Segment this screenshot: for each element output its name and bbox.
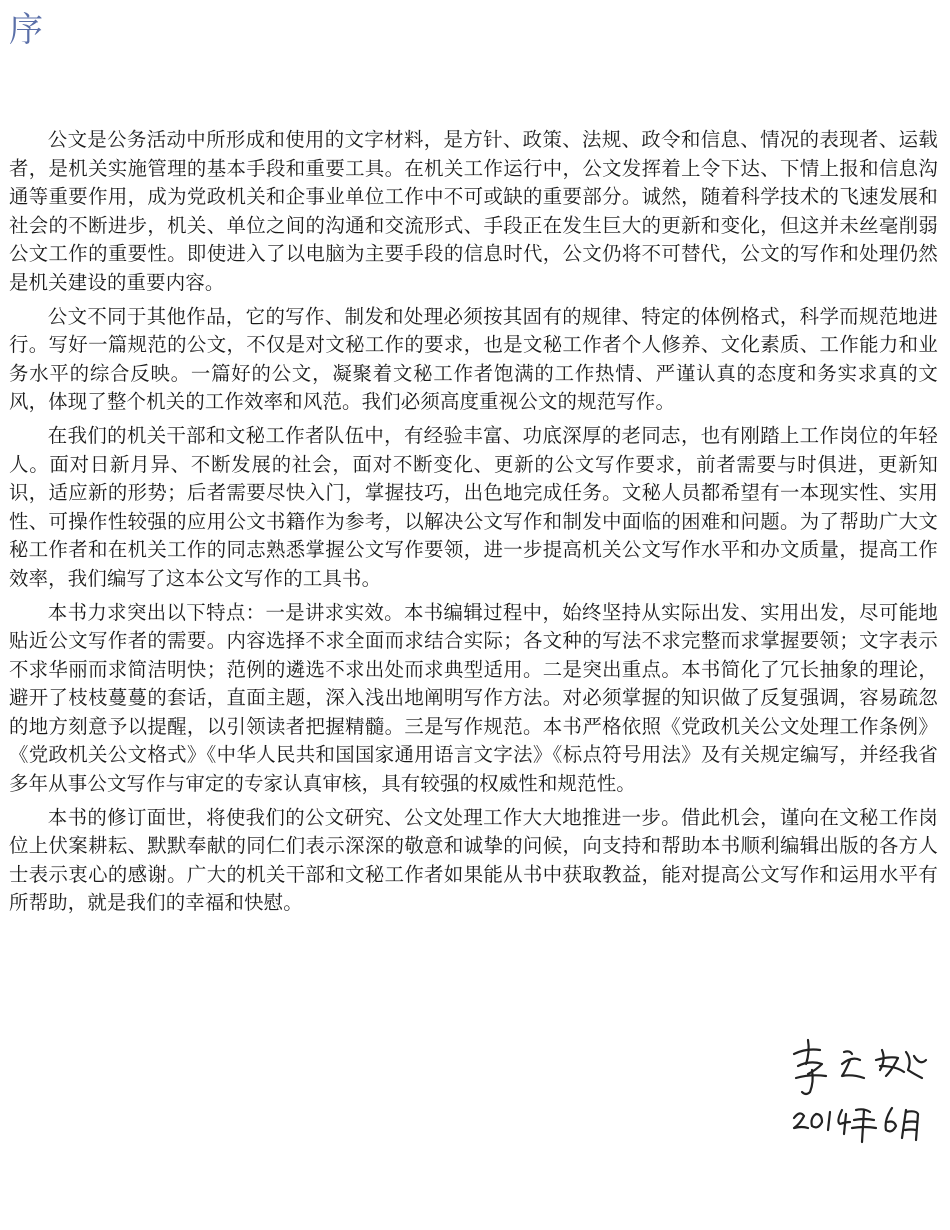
handwritten-signature (786, 1030, 936, 1150)
preface-body (9, 126, 938, 923)
paragraph-5: 本书的修订面世，将使我们的公文研究、公文处理工作大大地推进一步。借此机会，谨向在文秘工作岗位上伏案耕耘、默默奉献的同仁们表示深深的敬意和诚挚的问候，向支持和帮助本书顺利编辑出版的各方人士表示衷心的感谢。广大的机关干部和文秘工作者如果能从书中获取教益，能对提高公文写作和运用水平有所帮助，就是我们的幸福和快慰。 (9, 805, 938, 915)
signature-image (786, 1030, 936, 1150)
paragraph-2: 公文不同于其他作品，它的写作、制发和处理必须按其固有的规律、特定的体例格式，科学而规范地进行。写好一篇规范的公文，不仅是对文秘工作的要求，也是文秘工作者个人修养、文化素质、工作能力和业务水平的综合反映。一篇好的公文，凝聚着文秘工作者饱满的工作热情、严谨认真的态度和务实求真的文风，体现了整个机关的工作效率和风范。我们必须高度重视公文的规范写作。 (9, 304, 938, 414)
paragraph-3: 在我们的机关干部和文秘工作者队伍中，有经验丰富、功底深厚的老同志，也有刚踏上工作岗位的年轻人。面对日新月异、不断发展的社会，面对不断变化、更新的公文写作要求，前者需要与时俱进，更新知识，适应新的形势；后者需要尽快入门，掌握技巧，出色地完成任务。文秘人员都希望有一本现实性、实用性、可操作性较强的应用公文书籍作为参考，以解决公文写作和制发中面临的困难和问题。为了帮助广大文秘工作者和在机关工作的同志熟悉掌握公文写作要领，进一步提高机关公文写作水平和办文质量，提高工作效率，我们编写了这本公文写作的工具书。 (9, 423, 938, 590)
page-title: 序 (9, 10, 43, 50)
paragraph-4: 本书力求突出以下特点：一是讲求实效。本书编辑过程中，始终坚持从实际出发、实用出发，尽可能地贴近公文写作者的需要。内容选择不求全面而求结合实际；各文种的写法不求完整而求掌握要领；文字表示不求华丽而求简洁明快；范例的遴选不求出处而求典型适用。二是突出重点。本书简化了冗长抽象的理论，避开了枝枝蔓蔓的套话，直面主题，深入浅出地阐明写作方法。对必须掌握的知识做了反复强调，容易疏忽的地方刻意予以提醒，以引领读者把握精髓。三是写作规范。本书严格依照《党政机关公文处理工作条例》《党政机关公文格式》《中华人民共和国国家通用语言文字法》《标点符号用法》及有关规定编写，并经我省多年从事公文写作与审定的专家认真审核，具有较强的权威性和规范性。 (9, 600, 938, 796)
paragraph-1: 公文是公务活动中所形成和使用的文字材料，是方针、政策、法规、政令和信息、情况的表现者、运载者，是机关实施管理的基本手段和重要工具。在机关工作运行中，公文发挥着上令下达、下情上报和信息沟通等重要作用，成为党政机关和企事业单位工作中不可或缺的重要部分。诚然，随着科学技术的飞速发展和社会的不断进步，机关、单位之间的沟通和交流形式、手段正在发生巨大的更新和变化，但这并未丝毫削弱公文工作的重要性。即使进入了以电脑为主要手段的信息时代，公文仍将不可替代，公文的写作和处理仍然是机关建设的重要内容。 (9, 128, 938, 294)
